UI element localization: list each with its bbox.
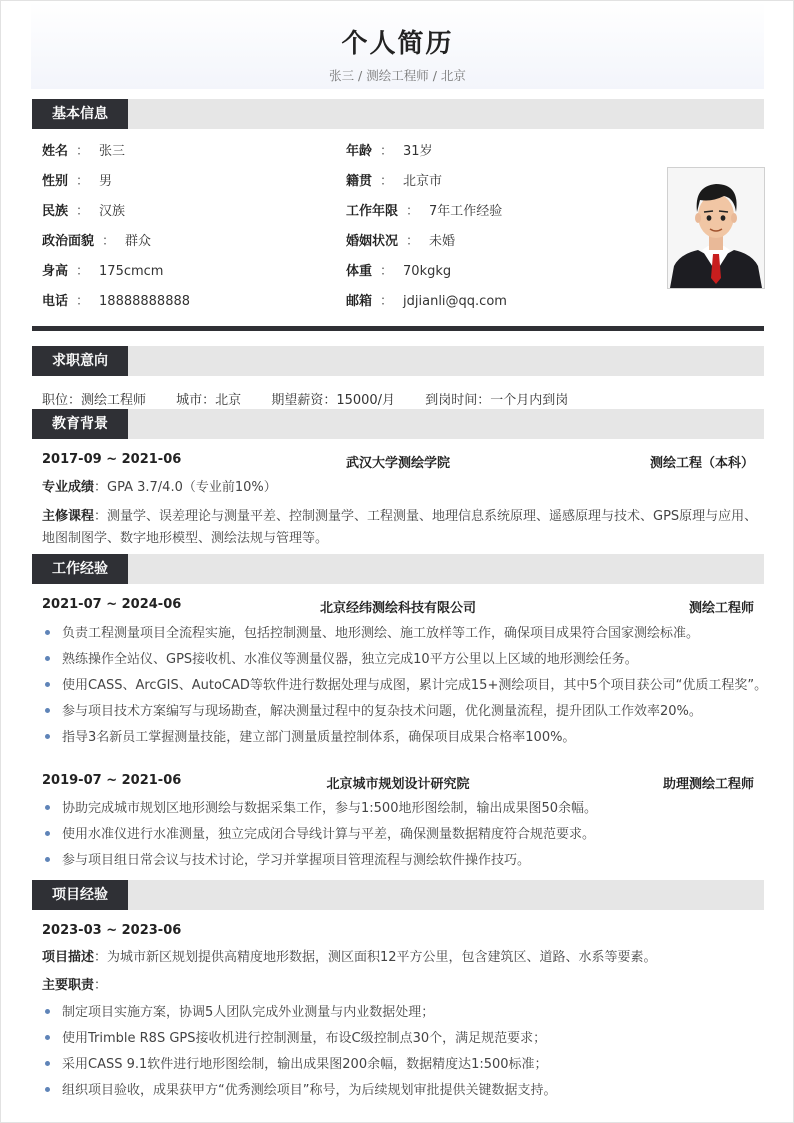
list-item: 组织项目验收，成果获甲方“优秀测绘项目”称号，为后续规划审批提供关键数据支持。 bbox=[42, 1081, 762, 1101]
list-item: 制定项目实施方案，协调5人团队完成外业测量与内业数据处理； bbox=[42, 1003, 762, 1023]
section-education bbox=[32, 409, 764, 439]
field-ethnicity: 民族 ： 汉族 bbox=[42, 204, 126, 219]
section-title-job-intent: 求职意向 bbox=[32, 346, 128, 376]
field-weight: 体重 ： 70kgkg bbox=[346, 264, 452, 279]
list-item: 指导3名新员工掌握测量技能，建立部门测量质量控制体系，确保项目成果合格率100%。 bbox=[42, 728, 762, 748]
work-company: 北京城市规划设计研究院 bbox=[326, 777, 470, 792]
project-period: 2023-03 ~ 2023-06 bbox=[42, 923, 182, 938]
section-divider bbox=[32, 326, 764, 331]
bullet-dot bbox=[45, 1035, 50, 1040]
bullet-dot bbox=[45, 708, 50, 713]
work-company: 北京经纬测绘科技有限公司 bbox=[319, 601, 476, 616]
field-gender: 性别 ： 男 bbox=[42, 174, 113, 189]
list-item: 使用CASS、ArcGIS、AutoCAD等软件进行数据处理与成图，累计完成15+测绘项目，其中5个项目获公司“优质工程奖”。 bbox=[42, 676, 762, 696]
bullet-dot bbox=[45, 630, 50, 635]
bullet-dot bbox=[45, 1061, 50, 1066]
project-duties-heading: 主要职责： bbox=[42, 978, 108, 993]
page-subtitle: 张三 / 测绘工程师 / 北京 bbox=[329, 68, 466, 83]
list-item: 使用水准仪进行水准测量，独立完成闭合导线计算与平差，确保测量数据精度符合规范要求。 bbox=[42, 825, 762, 845]
section-title-project: 项目经验 bbox=[32, 880, 128, 910]
work-period: 2019-07 ~ 2021-06 bbox=[42, 773, 182, 788]
bullet-dot bbox=[45, 656, 50, 661]
field-work-years: 工作年限 ： 7年工作经验 bbox=[346, 204, 503, 219]
work-role: 助理测绘工程师 bbox=[662, 777, 754, 792]
profile-photo bbox=[667, 167, 765, 289]
list-item: 参与项目技术方案编写与现场勘查，解决测量过程中的复杂技术问题，优化测量流程，提升团队工作效率20%。 bbox=[42, 702, 762, 722]
work-header-row bbox=[42, 773, 754, 793]
section-title-work: 工作经验 bbox=[32, 554, 128, 584]
intent-position: 职位：测绘工程师 bbox=[42, 393, 147, 408]
bullet-dot bbox=[45, 1087, 50, 1092]
bullet-dot bbox=[45, 682, 50, 687]
job-intent-row bbox=[42, 389, 594, 408]
work-header-row bbox=[42, 597, 754, 617]
education-courses: 主修课程：测量学、误差理论与测量平差、控制测量学、工程测量、地理信息系统原理、遥感原理与技术、GPS原理与应用、地图制图学、数字地形模型、测绘法规与管理等。 bbox=[42, 509, 758, 546]
list-item: 协助完成城市规划区地形测绘与数据采集工作，参与1:500地形图绘制，输出成果图50余幅。 bbox=[42, 799, 762, 819]
bullet-dot bbox=[45, 831, 50, 836]
field-age: 年龄 ： 31岁 bbox=[346, 144, 433, 159]
education-major: 测绘工程（本科） bbox=[649, 456, 754, 471]
field-hometown: 籍贯 ： 北京市 bbox=[346, 174, 443, 189]
intent-arrival: 到岗时间：一个月内到岗 bbox=[425, 393, 569, 408]
section-project bbox=[32, 880, 764, 910]
bullet-dot bbox=[45, 1009, 50, 1014]
list-item: 采用CASS 9.1软件进行地形图绘制，输出成果图200余幅，数据精度达1:500标准； bbox=[42, 1055, 762, 1075]
list-item: 负责工程测量项目全流程实施，包括控制测量、地形测绘、施工放样等工作，确保项目成果符合国家测绘标准。 bbox=[42, 624, 762, 644]
field-email: 邮箱 ： jdjianli@qq.com bbox=[346, 294, 507, 309]
section-work bbox=[32, 554, 764, 584]
page-title: 个人简历 bbox=[341, 29, 454, 59]
bullet-dot bbox=[45, 734, 50, 739]
section-title-basic-info: 基本信息 bbox=[32, 99, 128, 129]
list-item: 参与项目组日常会议与技术讨论，学习并掌握项目管理流程与测绘软件操作技巧。 bbox=[42, 851, 762, 871]
field-name: 姓名 ： 张三 bbox=[42, 144, 126, 159]
education-grade: 专业成绩：GPA 3.7/4.0（专业前10%） bbox=[42, 480, 277, 495]
education-school: 武汉大学测绘学院 bbox=[345, 456, 450, 471]
bullet-dot bbox=[45, 857, 50, 862]
intent-city: 城市：北京 bbox=[176, 393, 242, 408]
list-item: 使用Trimble R8S GPS接收机进行控制测量，布设C级控制点30个，满足规范要求； bbox=[42, 1029, 762, 1049]
resume-header bbox=[31, 1, 764, 89]
project-header-row bbox=[42, 923, 754, 943]
field-political-status: 政治面貌 ： 群众 bbox=[42, 234, 152, 249]
field-height: 身高 ： 175cmcm bbox=[42, 264, 164, 279]
section-basic-info bbox=[32, 99, 764, 129]
work-period: 2021-07 ~ 2024-06 bbox=[42, 597, 182, 612]
bullet-dot bbox=[45, 805, 50, 810]
section-title-education: 教育背景 bbox=[32, 409, 128, 439]
intent-salary: 期望薪资：15000/月 bbox=[271, 393, 396, 408]
list-item: 熟练操作全站仪、GPS接收机、水准仪等测量仪器，独立完成10平方公里以上区域的地形测绘任务。 bbox=[42, 650, 762, 670]
work-role: 测绘工程师 bbox=[688, 601, 754, 616]
field-phone: 电话 ： 18888888888 bbox=[42, 294, 191, 309]
education-header-row bbox=[42, 452, 754, 472]
project-description: 项目描述：为城市新区规划提供高精度地形数据，测区面积12平方公里，包含建筑区、道路、水系等要素。 bbox=[42, 950, 657, 965]
education-period: 2017-09 ~ 2021-06 bbox=[42, 452, 182, 467]
avatar-illustration bbox=[668, 168, 764, 288]
section-job-intent bbox=[32, 346, 764, 376]
field-marital-status: 婚姻状况 ： 未婚 bbox=[346, 234, 456, 249]
